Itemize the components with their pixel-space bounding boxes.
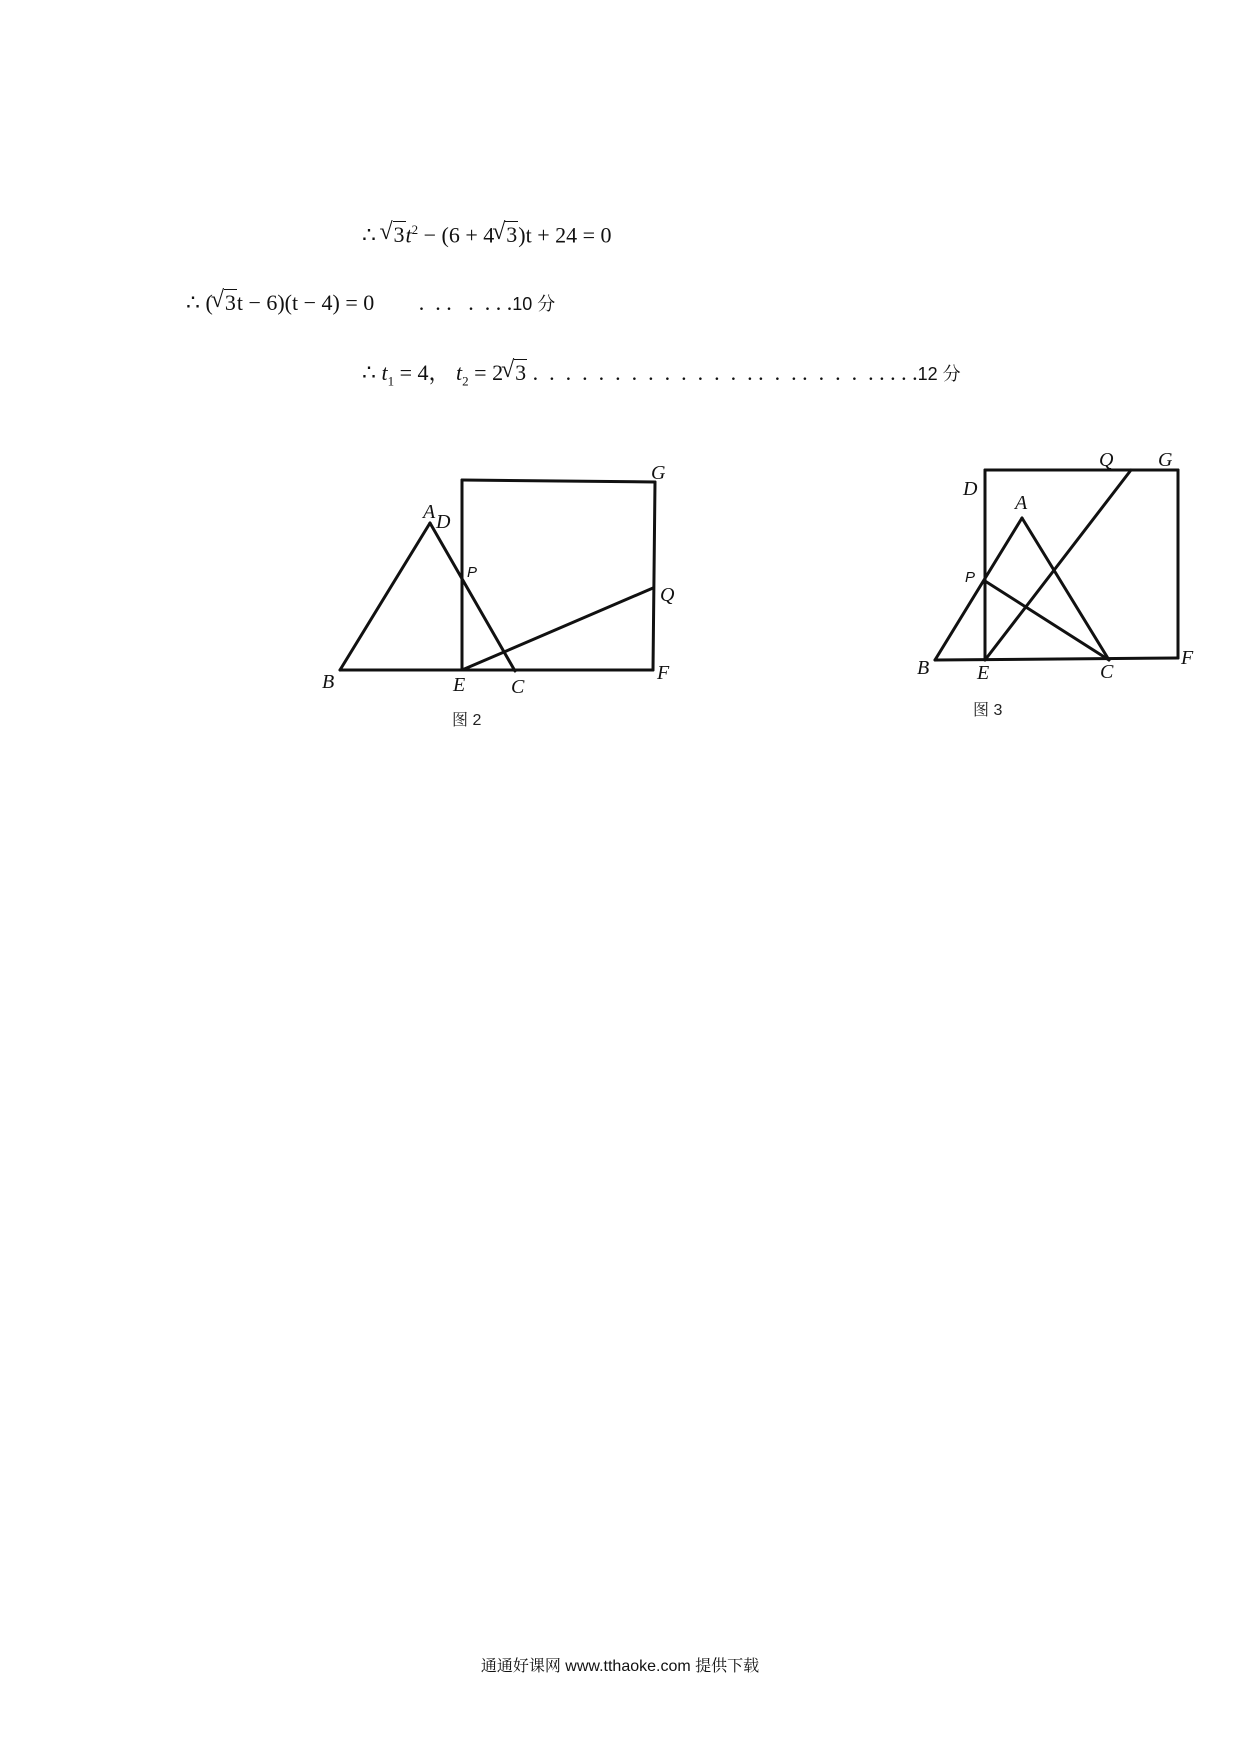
- label-C: C: [511, 676, 525, 698]
- label-B: B: [917, 657, 930, 679]
- sqrt-term: √ 3: [503, 360, 527, 386]
- label-F: F: [657, 662, 670, 684]
- label-E: E: [977, 662, 990, 684]
- segment-GF: [653, 482, 655, 670]
- equation-mid: − (6 + 4: [418, 222, 495, 248]
- leader-dots: . . . . . . .: [407, 290, 513, 315]
- therefore-symbol: ∴: [362, 222, 376, 248]
- variable-t1: t: [381, 360, 388, 385]
- segment-PC: [985, 581, 1109, 660]
- sqrt-term: √ 3: [382, 222, 406, 248]
- label-G: G: [1158, 449, 1173, 471]
- exponent: 2: [411, 222, 419, 237]
- score-label: 10 分: [512, 294, 556, 314]
- footer-credit: 通通好课网 www.tthaoke.com 提供下载: [480, 1658, 760, 1675]
- score-label: 12 分: [917, 364, 961, 384]
- label-A: A: [1015, 492, 1028, 514]
- factored-equation: t − 6)(t − 4) = 0: [236, 290, 375, 315]
- variable-t2: t: [456, 360, 463, 385]
- equation-line-1: [362, 222, 612, 248]
- label-D: D: [963, 478, 978, 500]
- segment-AC: [1022, 518, 1109, 660]
- figure-2-caption: 图 2: [452, 712, 482, 729]
- label-G: G: [651, 462, 666, 484]
- label-P: P: [965, 569, 976, 586]
- segment-BF: [935, 658, 1178, 660]
- label-F: F: [1181, 647, 1194, 669]
- label-E: E: [453, 674, 466, 696]
- equation-line-2: [186, 290, 555, 316]
- sqrt-term: √ 3: [213, 290, 237, 316]
- segment-DG: [462, 480, 655, 482]
- label-C: C: [1100, 661, 1114, 683]
- segment-AC: [430, 523, 515, 671]
- subscript-2: 2: [462, 373, 469, 389]
- sqrt-term-2: √ 3: [494, 222, 518, 248]
- figure-2-diagram: [320, 455, 680, 705]
- variable-t: t: [405, 222, 412, 248]
- segment-AB: [340, 523, 430, 670]
- therefore-symbol: ∴: [186, 290, 200, 315]
- label-Q: Q: [1099, 449, 1114, 471]
- figure-2: [320, 455, 680, 705]
- segment-EQ: [985, 470, 1131, 660]
- figure-3-diagram: [905, 445, 1215, 695]
- leader-dots: . . . . . . . . . . . . . . . . . . . . . . . . . .: [527, 360, 918, 385]
- paren-open: (: [205, 290, 213, 315]
- segment-AB: [935, 518, 1022, 660]
- label-Q: Q: [660, 584, 675, 606]
- label-D: D: [436, 511, 451, 533]
- figure-3: [905, 445, 1215, 695]
- equation-line-3: [362, 356, 961, 389]
- equation-tail: )t + 24 = 0: [518, 222, 612, 248]
- label-P: P: [467, 564, 478, 581]
- therefore-symbol: ∴: [362, 360, 376, 385]
- figure-3-caption: 图 3: [973, 702, 1003, 719]
- label-B: B: [322, 671, 335, 693]
- subscript-1: 1: [387, 373, 395, 389]
- label-A: A: [423, 501, 436, 523]
- t1-value: = 4，: [394, 360, 451, 385]
- t2-equals: = 2: [468, 360, 504, 385]
